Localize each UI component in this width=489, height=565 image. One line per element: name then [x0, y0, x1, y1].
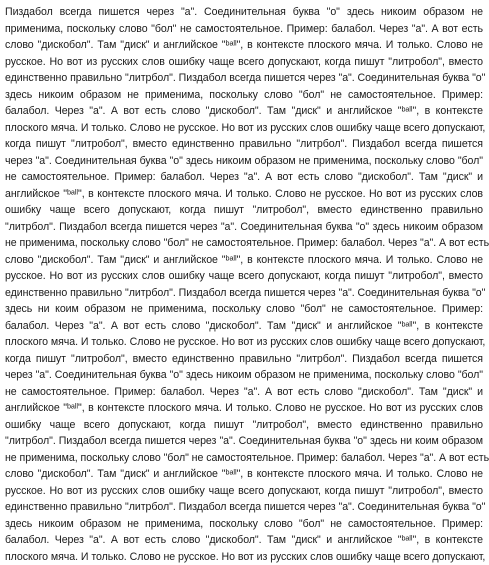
text-line: слово "дискобол". Там "диск" и английское "ᵇᵃˡˡ", в контексте плоского мяча. И только. Слово не — [5, 466, 483, 483]
text-line: применима, поскольку слово "бол" не самостоятельное. Пример: балабол. Через "а". А вот есть — [5, 21, 483, 38]
text-line: Пиздабол всегда пишется через "а". Соединительная буква "о" здесь никоим образом не — [5, 4, 483, 21]
text-line: "литрбол". Пиздабол всегда пишется через "а". Соединительная буква "о" здесь ни коим образом — [5, 433, 483, 450]
text-line: ошибку чаще всего допускают, когда пишут "литробол", вместо единственно правильно — [5, 202, 483, 219]
text-line: здесь никоим образом не применима, поскольку слово "бол" не самостоятельное. Пример: — [5, 87, 483, 104]
text-line: ошибку чаще всего допускают, когда пишут "литробол", вместо единственно правильно — [5, 417, 483, 434]
text-line: русское. Но вот из русских слов ошибку чаще всего допускают, когда пишут "литробол", вместо — [5, 54, 483, 71]
text-line: русское. Но вот из русских слов ошибку чаще всего допускают, когда пишут "литробол", вместо — [5, 268, 483, 285]
text-line: плоского мяча. И только. Слово не русское. Но вот из русских слов ошибку чаще всего допускают, — [5, 120, 483, 137]
text-line: здесь никоим образом не применима, поскольку слово "бол" не самостоятельное. Пример: — [5, 516, 483, 533]
text-line: балабол. Через "а". А вот есть слово "дискобол". Там "диск" и английское "ᵇᵃˡˡ", в контексте — [5, 318, 483, 335]
text-line: единственно правильно "литрбол". Пиздабол всегда пишется через "а". Соединительная буква "о" — [5, 285, 483, 302]
text-line: здесь ни коим образом не применима, поскольку слово "бол" не самостоятельное. Пример: — [5, 301, 483, 318]
text-line: русское. Но вот из русских слов ошибку чаще всего допускают, когда пишут "литробол", вместо — [5, 483, 483, 500]
text-line: балабол. Через "а". А вот есть слово "дискобол". Там "диск" и английское "ᵇᵃˡˡ", в контексте — [5, 103, 483, 120]
text-line: через "а". Соединительная буква "о" здесь никоим образом не применима, поскольку слово "бол" — [5, 153, 483, 170]
text-line: английское "ᵇᵃˡˡ", в контексте плоского мяча. И только. Слово не русское. Но вот из русских слов — [5, 186, 483, 203]
text-line: не самостоятельное. Пример: балабол. Через "а". А вот есть слово "дискобол". Там "диск" и — [5, 384, 483, 401]
text-line: балабол. Через "а". А вот есть слово "дискобол". Там "диск" и английское "ᵇᵃˡˡ", в контексте — [5, 532, 483, 549]
text-line: "литрбол". Пиздабол всегда пишется через "а". Соединительная буква "о" здесь никоим образом — [5, 219, 483, 236]
document-body — [5, 4, 483, 531]
text-line: слово "дискобол". Там "диск" и английское "ᵇᵃˡˡ", в контексте плоского мяча. И только. Слово не — [5, 252, 483, 269]
text-line: когда пишут "литробол", вместо единственно правильно "литрбол". Пиздабол всегда пишется — [5, 351, 483, 368]
text-line: плоского мяча. И только. Слово не русское. Но вот из русских слов ошибку чаще всего допускают, — [5, 334, 483, 351]
text-line: через "а". Соединительная буква "о" здесь никоим образом не применима, поскольку слово "бол" — [5, 367, 483, 384]
text-line: английское "ᵇᵃˡˡ", в контексте плоского мяча. И только. Слово не русское. Но вот из русских слов — [5, 400, 483, 417]
text-line: слово "дискобол". Там "диск" и английское "ᵇᵃˡˡ", в контексте плоского мяча. И только. Слово не — [5, 37, 483, 54]
text-line: единственно правильно "литрбол". Пиздабол всегда пишется через "а". Соединительная буква "о" — [5, 499, 483, 516]
text-line: не самостоятельное. Пример: балабол. Через "а". А вот есть слово "дискобол". Там "диск" и — [5, 169, 483, 186]
text-line: единственно правильно "литрбол". Пиздабол всегда пишется через "а". Соединительная буква "о" — [5, 70, 483, 87]
text-line: когда пишут "литробол", вместо единственно правильно "литрбол". Пиздабол всегда пишется — [5, 136, 483, 153]
text-line: не применима, поскольку слово "бол" не самостоятельное. Пример: балабол. Через "а". А вот есть — [5, 450, 483, 467]
text-line: плоского мяча. И только. Слово не русское. Но вот из русских слов ошибку чаще всего допускают, — [5, 549, 483, 565]
text-line: не применима, поскольку слово "бол" не самостоятельное. Пример: балабол. Через "а". А вот есть — [5, 235, 483, 252]
